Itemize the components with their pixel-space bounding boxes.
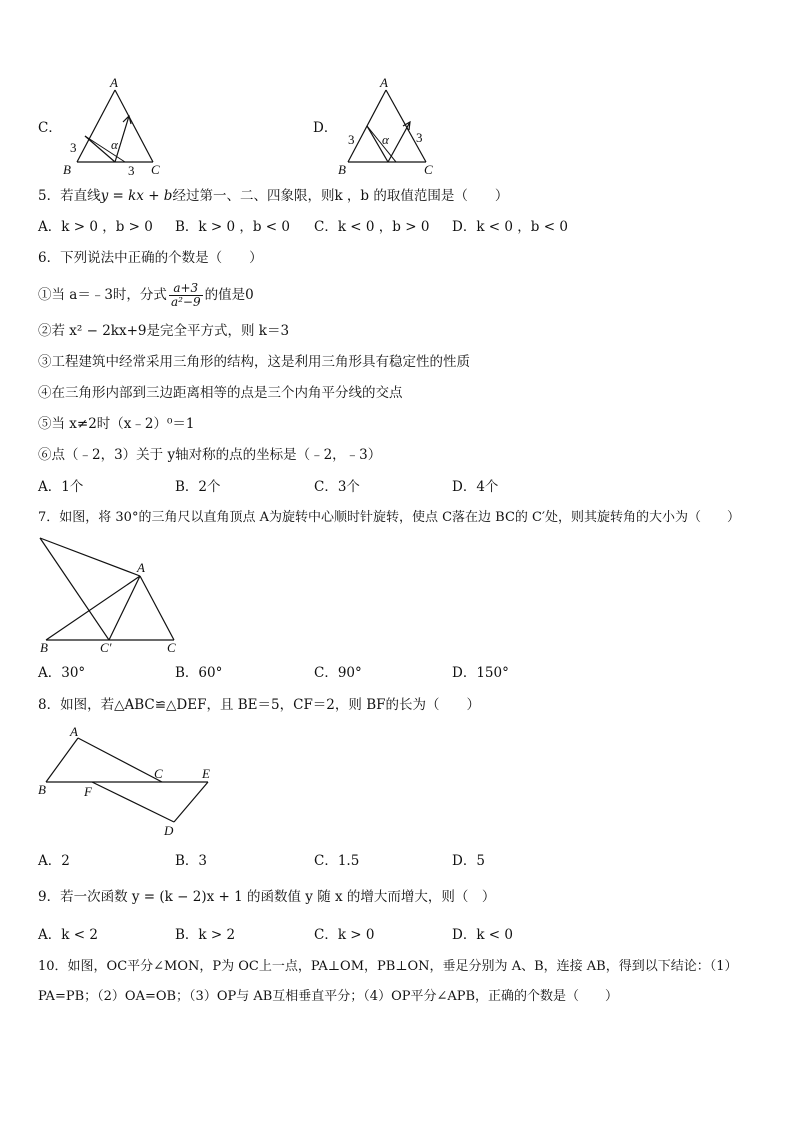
- q5-stem: [38, 187, 508, 205]
- q5-option-b: B．k > 0 ，b < 0: [175, 219, 291, 235]
- fig-d-vertex-b: B: [338, 162, 346, 176]
- q9-option-d: D．k < 0: [452, 927, 513, 943]
- q7-label-c: C: [167, 640, 176, 654]
- q8-option-b: B．3: [175, 853, 208, 869]
- fig-d-angle-alpha: α: [382, 132, 389, 147]
- q6-stem: 6．下列说法中正确的个数是（ ）: [38, 250, 263, 266]
- q5-stem-pre: 5．若直线: [38, 188, 101, 204]
- fig-c-vertex-a: A: [110, 76, 118, 90]
- q8-label-c: C: [154, 766, 163, 781]
- q7-option-b: B．60°: [175, 665, 223, 681]
- q6-s1-denominator: a²−9: [170, 295, 201, 309]
- q6-option-b: B．2个: [175, 479, 221, 495]
- q6-s1-pre: ①当 a＝﹣3时，分式: [38, 287, 167, 303]
- q5-option-c: C．k < 0 ，b > 0: [314, 219, 430, 235]
- q5-stem-post: 经过第一、二、四象限，则k ，b 的取值范围是（ ）: [172, 188, 509, 204]
- q6-statement-3: ③工程建筑中经常采用三角形的结构，这是利用三角形具有稳定性的性质: [38, 354, 470, 370]
- q6-statement-4: ④在三角形内部到三边距离相等的点是三个内角平分线的交点: [38, 385, 403, 401]
- q6-statement-2: ②若 x² − 2kx+9是完全平方式，则 k＝3: [38, 323, 290, 339]
- q6-statement-1: [38, 282, 254, 309]
- q7-label-c-prime: C′: [100, 640, 112, 654]
- fig-d-side-3-right: 3: [416, 130, 423, 145]
- q8-label-b: B: [38, 782, 46, 797]
- q9-option-c: C．k > 0: [314, 927, 375, 943]
- fig-c-angle-alpha: α: [111, 137, 118, 152]
- q6-s1-post: 的值是0: [204, 287, 254, 303]
- q7-label-b: B: [40, 640, 48, 654]
- option-c-label: C．: [38, 120, 62, 136]
- q10-line-2: PA=PB；（2）OA=OB；（3）OP与 AB互相垂直平分；（4）OP平分∠APB，正确的个数是（ ）: [38, 989, 619, 1004]
- q5-equation: y = kx + b: [100, 188, 173, 204]
- fig-d-vertex-a: A: [380, 76, 388, 90]
- q6-s1-fraction: [169, 282, 203, 309]
- q8-option-d: D．5: [452, 853, 485, 869]
- figure-option-d: [330, 76, 470, 176]
- q5-option-d: D．k < 0 ，b < 0: [452, 219, 568, 235]
- q6-option-d: D．4个: [452, 479, 499, 495]
- q8-label-a: A: [70, 724, 78, 739]
- q7-label-a: A: [137, 560, 145, 575]
- fig-c-vertex-c: C: [151, 162, 160, 176]
- q8-label-f: F: [84, 784, 92, 799]
- q8-label-d: D: [164, 823, 174, 838]
- fig-c-side-3-bottom: 3: [128, 163, 135, 176]
- q8-label-e: E: [202, 766, 210, 781]
- q6-s1-numerator: a+3: [169, 282, 203, 296]
- q9-stem: 9．若一次函数 y = (k − 2)x + 1 的函数值 y 随 x 的增大而增大，则（ ）: [38, 889, 496, 905]
- q7-option-a: A．30°: [38, 665, 86, 681]
- fig-c-side-3-left: 3: [70, 140, 77, 155]
- figure-q7: [36, 534, 196, 654]
- q8-option-a: A．2: [38, 853, 70, 869]
- q6-option-c: C．3个: [314, 479, 360, 495]
- fig-d-side-3-left: 3: [348, 132, 355, 147]
- q6-statement-6: ⑥点（﹣2，3）关于 y轴对称的点的坐标是（﹣2，﹣3）: [38, 447, 382, 463]
- q9-option-b: B．k > 2: [175, 927, 236, 943]
- q9-option-a: A．k < 2: [38, 927, 98, 943]
- q8-stem: 8．如图，若△ABC≌△DEF，且 BE＝5，CF＝2，则 BF的长为（ ）: [38, 697, 480, 713]
- q7-option-d: D．150°: [452, 665, 509, 681]
- fig-c-vertex-b: B: [63, 162, 71, 176]
- q6-statement-5: ⑤当 x≠2时（x﹣2）⁰＝1: [38, 416, 195, 432]
- figure-option-c: [55, 76, 195, 176]
- q10-line-1: 10．如图，OC平分∠MON，P为 OC上一点，PA⊥OM，PB⊥ON，垂足分别为 A、B，连接 AB，得到以下结论：（1）: [38, 959, 738, 974]
- q6-option-a: A．1个: [38, 479, 84, 495]
- fig-d-vertex-c: C: [424, 162, 433, 176]
- option-d-label: D．: [313, 120, 338, 136]
- q5-option-a: A．k > 0 ，b > 0: [38, 219, 153, 235]
- figure-q8: [36, 722, 226, 842]
- q7-stem: 7．如图，将 30°的三角尺以直角顶点 A为旋转中心顺时针旋转，使点 C落在边 BC的 C′处，则其旋转角的大小为（ ）: [38, 510, 740, 525]
- q8-option-c: C．1.5: [314, 853, 360, 869]
- q7-option-c: C．90°: [314, 665, 362, 681]
